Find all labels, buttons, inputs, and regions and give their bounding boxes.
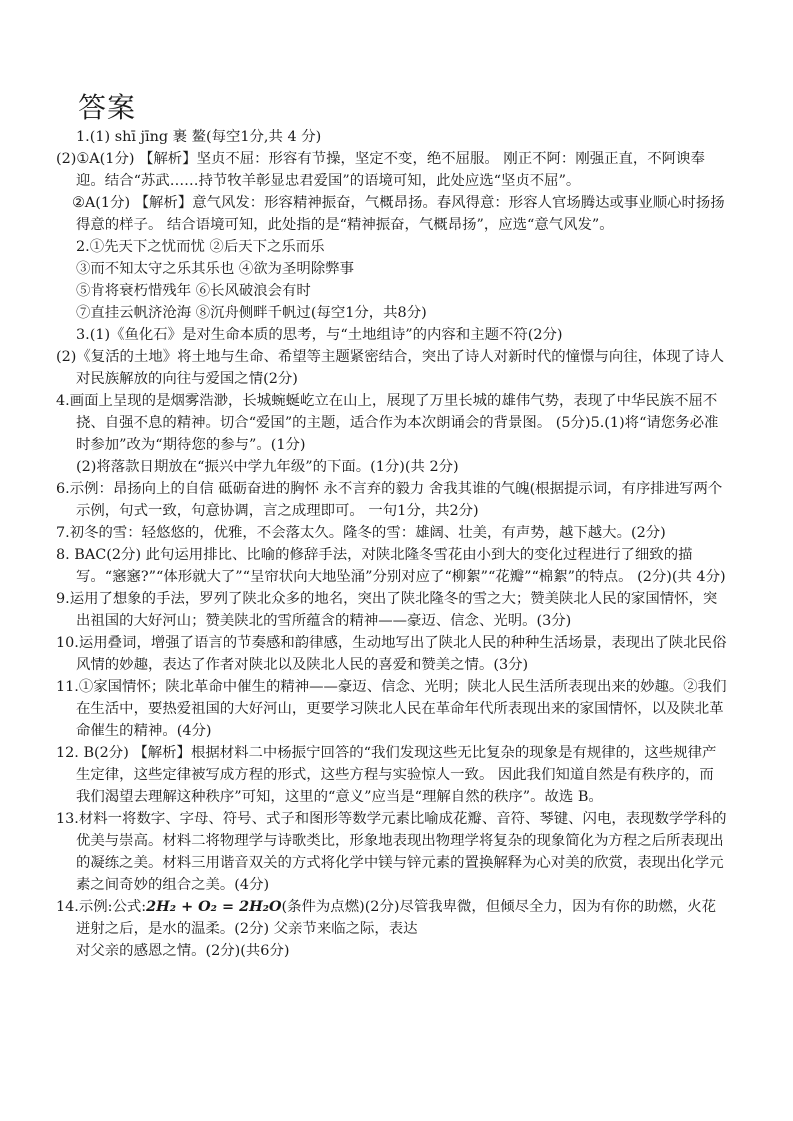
answer-2-line-1: 2.①先天下之忧而忧 ②后天下之乐而乐	[76, 239, 325, 255]
answer-14	[56, 896, 728, 940]
page-title: 答案	[78, 91, 137, 124]
answer-8: 8. BAC(2分) 此句运用排比、比喻的修辞手法，对陕北隆冬雪花由小到大的变化过程进行了细致的描写。“窸窸?”“体形就大了”“呈帘状向大地坠涌”分别对应了“柳絮”“花瓣”“棉絮”的特点。 (2分)(共 4分)	[56, 547, 726, 585]
answer-1-part-2a: (2)①A(1分) 【解析】坚贞不屈：形容有节操，坚定不变，绝不屈服。 刚正不阿：刚强正直，不阿谀奉迎。结合“苏武……持节牧羊彰显忠君爱国”的语境可知，此处应选“坚贞不屈”。	[56, 151, 705, 189]
answer-5-part-2: (2)将落款日期放在“振兴中学九年级”的下面。(1分)(共 2分)	[76, 459, 459, 475]
answer-content	[56, 126, 728, 962]
answer-1-part-1: 1.(1) shī jīng 裹 鳌(每空1分,共 4 分)	[76, 129, 322, 145]
answer-14-formula: 2H₂ + O₂ = 2H₂O	[146, 898, 282, 915]
answer-6: 6.示例：昂扬向上的自信 砥砺奋进的胸怀 永不言弃的毅力 舍我其谁的气魄(根据提示词，有序排进写两个示例，句式一致，句意协调，言之成理即可。 一句1分，共2分)	[56, 481, 723, 519]
answer-14-text: (条件为点燃)(2分)尽管我卑微，但倾尽全力，因为有你的助燃，火花迸射之后，是水的温柔。(2分) 父亲节来临之际，表达	[76, 899, 717, 937]
answer-4: 4.画面上呈现的是烟雾浩渺，长城蜿蜒屹立在山上，展现了万里长城的雄伟气势，表现了中华民族不屈不挠、自强不息的精神。切合“爱国”的主题，适合作为本次朗诵会的背景图。 (5分)5.(1)将“请您务必准时参加”改为“期待您的参与”。(1分)	[56, 393, 719, 453]
answer-14-prefix: 14.示例:公式:	[56, 899, 147, 915]
answer-9: 9.运用了想象的手法，罗列了陕北众多的地名，突出了陕北隆冬的雪之大；赞美陕北人民的家国情怀，突出祖国的大好河山；赞美陕北的雪所蕴含的精神——豪迈、信念、光明。(3分)	[56, 591, 718, 629]
answer-11: 11.①家国情怀；陕北革命中催生的精神——豪迈、信念、光明；陕北人民生活所表现出来的妙趣。②我们在生活中，要热爱祖国的大好河山，更要学习陕北人民在革命年代所表现出来的家国情怀，以及陕北革命催生的精神。(4分)	[56, 679, 727, 739]
answer-10: 10.运用叠词，增强了语言的节奏感和韵律感，生动地写出了陕北人民的种种生活场景，表现出了陕北民俗风情的妙趣，表达了作者对陕北以及陕北人民的喜爱和赞美之情。(3分)	[56, 635, 727, 673]
answer-2-line-3: ⑤肯将衰朽惜残年 ⑥长风破浪会有时	[76, 283, 311, 299]
answer-14-end: 对父亲的感恩之情。(2分)(共6分)	[76, 943, 290, 959]
answer-2-line-2: ③而不知太守之乐其乐也 ④欲为圣明除弊事	[76, 261, 354, 277]
answer-7: 7.初冬的雪：轻悠悠的，优雅，不会落太久。隆冬的雪：雄阔、壮美，有声势，越下越大。(2分)	[56, 525, 666, 541]
answer-1-part-2b: ②A(1分) 【解析】意气风发：形容精神振奋，气概昂扬。春风得意：形容人官场腾达或事业顺心时扬扬得意的样子。 结合语境可知，此处指的是“精神振奋，气概昂扬”，应选“意气风发”。	[72, 195, 725, 233]
answer-3-part-2: (2)《复活的土地》将土地与生命、希望等主题紧密结合，突出了诗人对新时代的憧憬与向往，体现了诗人对民族解放的向往与爱国之情(2分)	[56, 349, 724, 387]
answer-2-line-4: ⑦直挂云帆济沧海 ⑧沉舟侧畔千帆过(每空1分，共8分)	[76, 305, 427, 321]
answer-3-part-1: 3.(1)《鱼化石》是对生命本质的思考，与“土地组诗”的内容和主题不符(2分)	[76, 327, 563, 343]
answer-13: 13.材料一将数字、字母、符号、式子和图形等数学元素比喻成花瓣、音符、琴键、闪电，表现数学学科的优美与崇高。材料二将物理学与诗歌类比，形象地表现出物理学将复杂的现象简化为方程之后所表现出的凝练之美。材料三用谐音双关的方式将化学中镁与锌元素的置换解释为心对美的欣赏，表现出化学元素之间奇妙的组合之美。(4分)	[56, 811, 727, 893]
answer-12: 12. B(2分) 【解析】根据材料二中杨振宁回答的“我们发现这些无比复杂的现象是有规律的，这些规律产生定律，这些定律被写成方程的形式，这些方程与实验惊人一致。 因此我们知道自然是有秩序的，而我们渴望去理解这种秩序”可知，这里的“意义”应当是“理解自然的秩序”。故选 B。	[56, 745, 717, 805]
